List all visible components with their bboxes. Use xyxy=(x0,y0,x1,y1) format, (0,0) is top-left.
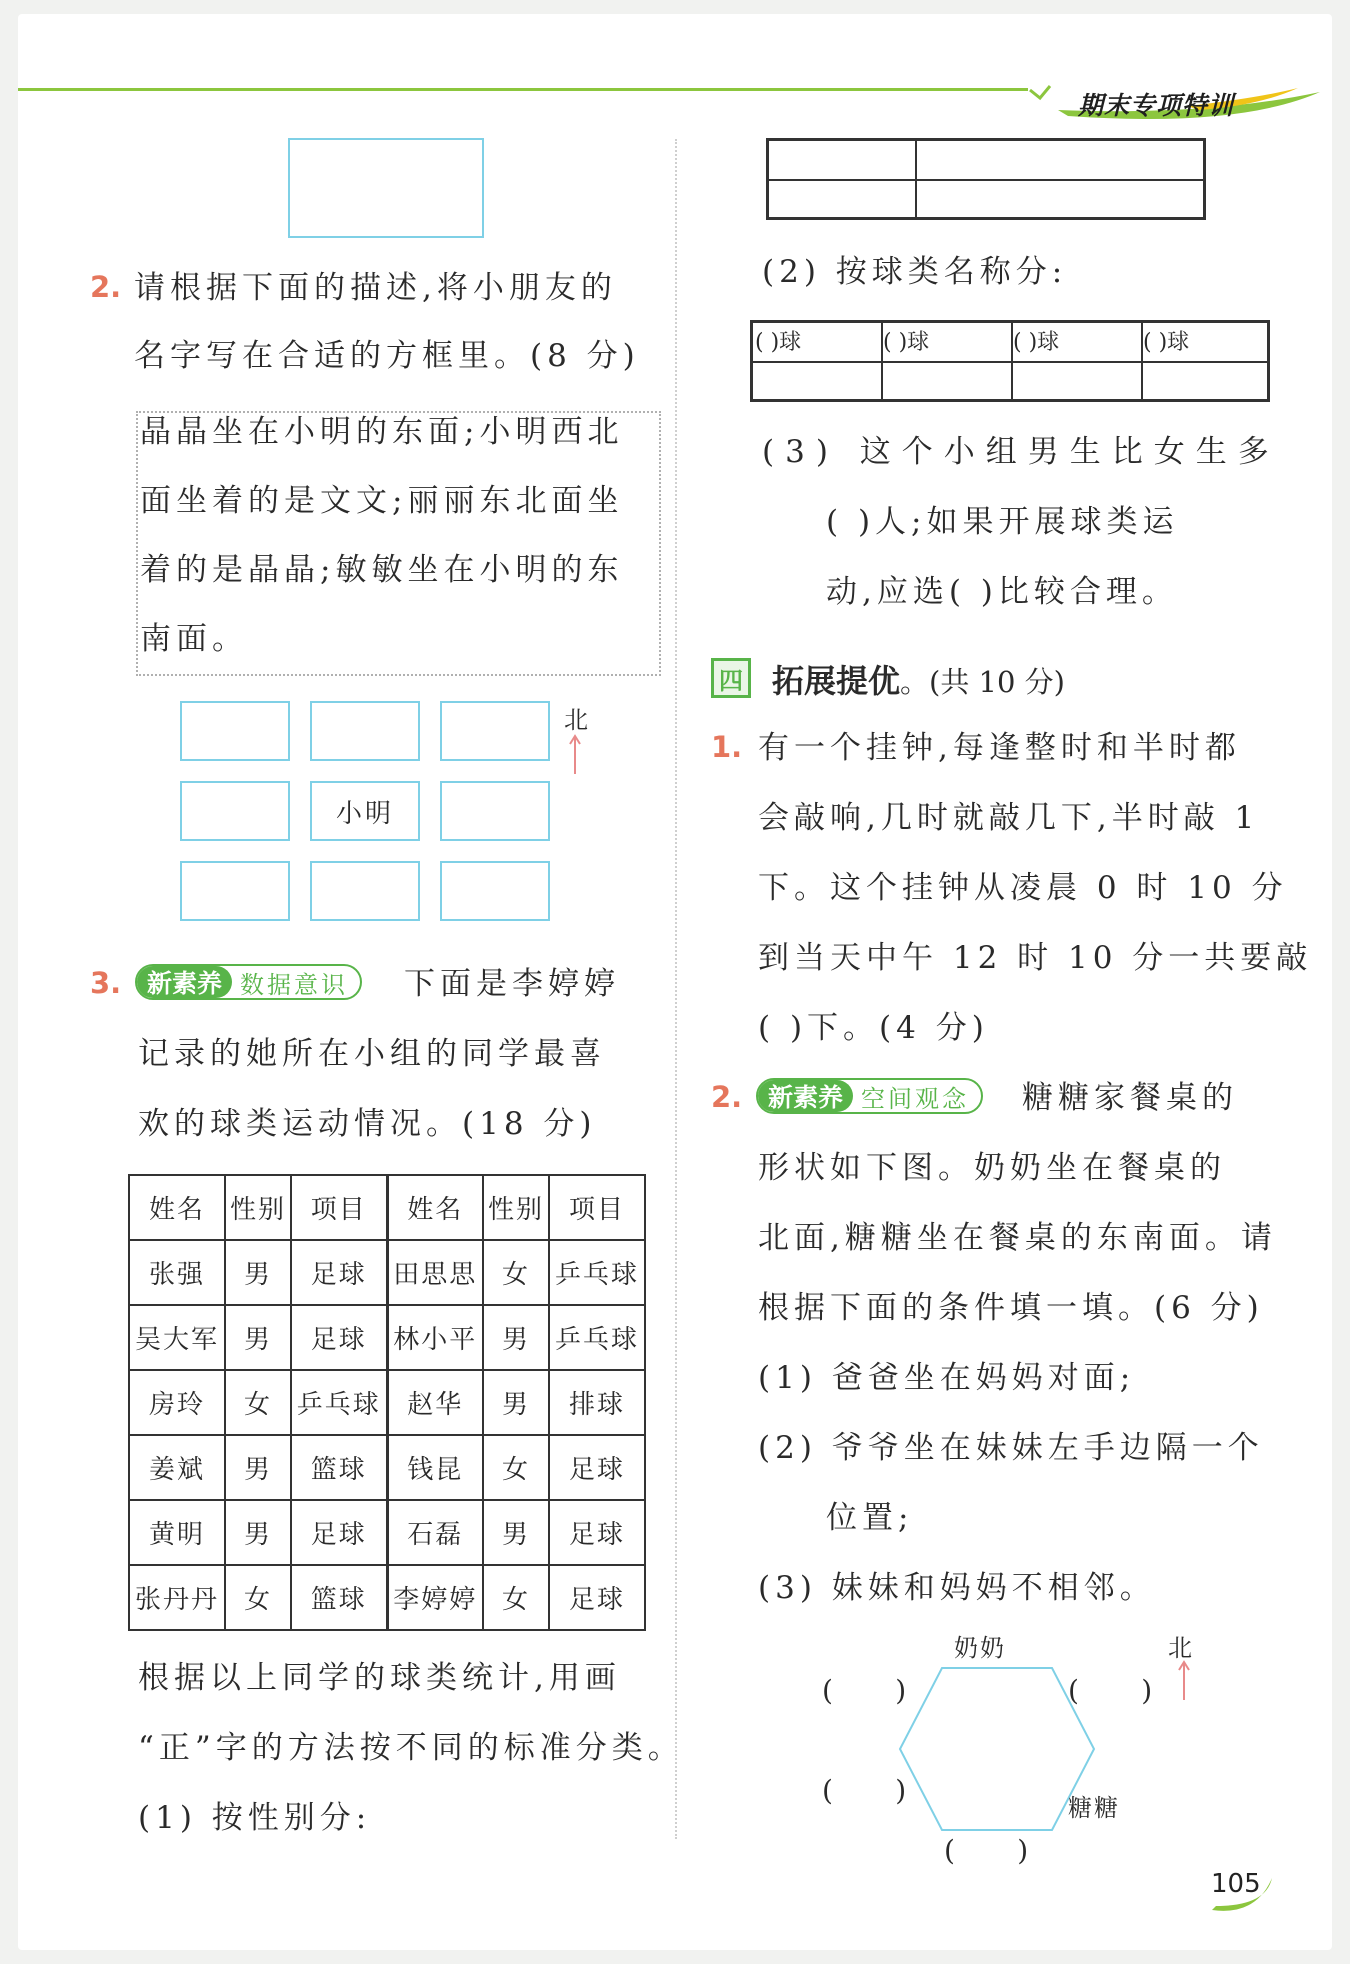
q3-after1: 根据以上同学的球类统计,用画 xyxy=(138,1660,621,1696)
table-cell: 男 xyxy=(225,1500,291,1565)
table-cell: 田思思 xyxy=(387,1240,483,1305)
table-cell: 张丹丹 xyxy=(129,1565,225,1630)
q3-line2: 记录的她所在小组的同学最喜 xyxy=(138,1036,606,1072)
seat-box-w[interactable] xyxy=(180,781,290,841)
page-number: 105 xyxy=(1211,1869,1261,1899)
q3-sub3-line3: 动,应选( )比较合理。 xyxy=(826,574,1178,610)
table-row xyxy=(129,1305,645,1370)
seat-box-center: 小明 xyxy=(310,781,420,841)
ball-type-cell: ( )球 xyxy=(755,330,802,355)
p2-cond: (2) 爷爷坐在妹妹左手边隔一个 xyxy=(758,1430,1264,1466)
table-cell: 足球 xyxy=(291,1305,387,1370)
table-cell: 石磊 xyxy=(387,1500,483,1565)
table-cell: 女 xyxy=(225,1565,291,1630)
seat-blank-s[interactable]: ( ) xyxy=(944,1834,1029,1867)
seat-box-nw[interactable] xyxy=(180,701,290,761)
table-cell: 女 xyxy=(483,1435,549,1500)
worksheet-page xyxy=(18,14,1332,1950)
table-header-cell: 项目 xyxy=(291,1175,387,1240)
seat-box-se[interactable] xyxy=(440,861,550,921)
seat-box-sw[interactable] xyxy=(180,861,290,921)
grandma-label: 奶奶 xyxy=(954,1634,1006,1662)
seat-blank-ne[interactable]: ( ) xyxy=(1068,1674,1153,1707)
q2-line1: 请根据下面的描述,将小朋友的 xyxy=(134,270,617,306)
q2-desc-line: 着的是晶晶;敏敏坐在小明的东 xyxy=(140,552,624,588)
badge-topic: 数据意识 xyxy=(240,970,349,999)
q3-after2: “正”字的方法按不同的标准分类。 xyxy=(138,1730,684,1766)
badge-new-literacy: 新素养 xyxy=(758,1080,853,1112)
ball-type-cell: ( )球 xyxy=(1013,330,1060,355)
p2-cond: (1) 爸爸坐在妈妈对面; xyxy=(758,1360,1136,1396)
table-cell: 篮球 xyxy=(291,1565,387,1630)
ball-type-cell: ( )球 xyxy=(1143,330,1190,355)
p1-line: 到当天中午 12 时 10 分一共要敲 xyxy=(758,940,1313,976)
table-cell: 足球 xyxy=(549,1500,645,1565)
table-cell: 房玲 xyxy=(129,1370,225,1435)
table-cell: 篮球 xyxy=(291,1435,387,1500)
q3-badge xyxy=(135,964,362,1000)
section-four-icon: 四 xyxy=(711,658,751,698)
p2-line: 形状如下图。奶奶坐在餐桌的 xyxy=(758,1150,1226,1186)
table-cell: 足球 xyxy=(549,1565,645,1630)
q2-number: 2. xyxy=(90,270,122,304)
ball-sport-table xyxy=(128,1174,646,1631)
table-row xyxy=(129,1565,645,1630)
table-cell: 女 xyxy=(483,1565,549,1630)
table-cell: 女 xyxy=(225,1370,291,1435)
p2-line1: 糖糖家餐桌的 xyxy=(1022,1080,1238,1116)
table-header-row xyxy=(129,1175,645,1240)
tangtang-label: 糖糖 xyxy=(1068,1794,1120,1822)
table-cell: 黄明 xyxy=(129,1500,225,1565)
ball-tally-table[interactable] xyxy=(750,320,1270,402)
p1-line: 有一个挂钟,每逢整时和半时都 xyxy=(758,730,1241,766)
table-header-cell: 姓名 xyxy=(387,1175,483,1240)
seat-box-ne[interactable] xyxy=(440,701,550,761)
table-cell: 钱昆 xyxy=(387,1435,483,1500)
north-arrow-icon xyxy=(568,734,582,776)
seat-blank-sw[interactable]: ( ) xyxy=(822,1774,907,1807)
table-cell: 姜斌 xyxy=(129,1435,225,1500)
north-arrow-icon xyxy=(1177,1660,1191,1702)
table-cell: 男 xyxy=(483,1370,549,1435)
table-cell: 男 xyxy=(225,1435,291,1500)
table-header-cell: 姓名 xyxy=(129,1175,225,1240)
table-cell: 排球 xyxy=(549,1370,645,1435)
q3-line3: 欢的球类运动情况。(18 分) xyxy=(138,1106,597,1142)
table-cell: 足球 xyxy=(291,1500,387,1565)
header-title: 期末专项特训 xyxy=(1078,91,1235,120)
p2-line: 北面,糖糖坐在餐桌的东南面。请 xyxy=(758,1220,1277,1256)
q2-desc-line: 晶晶坐在小明的东面;小明西北 xyxy=(140,414,624,450)
q3-line1: 下面是李婷婷 xyxy=(404,966,620,1002)
q3-sub3-line2: ( )人;如果开展球类运 xyxy=(826,504,1179,540)
table-cell: 乒乓球 xyxy=(291,1370,387,1435)
north-label: 北 xyxy=(564,706,588,734)
table-cell: 乒乓球 xyxy=(549,1305,645,1370)
p1-line: ( )下。(4 分) xyxy=(758,1010,989,1046)
table-cell: 女 xyxy=(483,1240,549,1305)
p1-line: 会敲响,几时就敲几下,半时敲 1 xyxy=(758,800,1260,836)
table-cell: 男 xyxy=(483,1500,549,1565)
p2-cond: (3) 妹妹和妈妈不相邻。 xyxy=(758,1570,1156,1606)
p2-number: 2. xyxy=(711,1080,743,1114)
q2-desc-line: 南面。 xyxy=(140,621,248,657)
q3-sub1: (1) 按性别分: xyxy=(138,1800,372,1836)
table-cell: 男 xyxy=(483,1305,549,1370)
table-cell: 乒乓球 xyxy=(549,1240,645,1305)
column-divider xyxy=(675,139,677,1839)
p2-badge xyxy=(756,1078,983,1114)
p2-cond: 位置; xyxy=(826,1500,914,1536)
table-cell: 吴大军 xyxy=(129,1305,225,1370)
table-cell: 林小平 xyxy=(387,1305,483,1370)
section-title-text: 拓展提优 xyxy=(772,662,901,700)
q2-line2: 名字写在合适的方框里。(8 分) xyxy=(134,338,640,374)
table-header-cell: 性别 xyxy=(483,1175,549,1240)
table-row xyxy=(129,1240,645,1305)
seat-box-e[interactable] xyxy=(440,781,550,841)
seat-box-n[interactable] xyxy=(310,701,420,761)
table-cell: 足球 xyxy=(549,1435,645,1500)
table-cell: 张强 xyxy=(129,1240,225,1305)
table-row xyxy=(129,1370,645,1435)
table-header-cell: 性别 xyxy=(225,1175,291,1240)
p1-line: 下。这个挂钟从凌晨 0 时 10 分 xyxy=(758,870,1288,906)
badge-topic: 空间观念 xyxy=(861,1084,970,1113)
ball-type-cell: ( )球 xyxy=(883,330,930,355)
section-four-title xyxy=(772,656,1065,702)
north-label: 北 xyxy=(1168,1634,1192,1662)
badge-new-literacy: 新素养 xyxy=(137,966,232,998)
answer-box[interactable] xyxy=(288,138,484,238)
header-rule xyxy=(18,88,1028,91)
gender-tally-table[interactable] xyxy=(766,138,1206,220)
table-cell: 男 xyxy=(225,1305,291,1370)
table-cell: 男 xyxy=(225,1240,291,1305)
table-row xyxy=(129,1500,645,1565)
q2-desc-line: 面坐着的是文文;丽丽东北面坐 xyxy=(140,483,624,519)
section-score: 。(共 10 分) xyxy=(900,665,1065,699)
q3-number: 3. xyxy=(90,966,122,1000)
seat-blank-nw[interactable]: ( ) xyxy=(822,1674,907,1707)
q3-sub2: (2) 按球类名称分: xyxy=(762,254,1068,290)
p2-line: 根据下面的条件填一填。(6 分) xyxy=(758,1290,1264,1326)
table-cell: 赵华 xyxy=(387,1370,483,1435)
table-cell: 李婷婷 xyxy=(387,1565,483,1630)
seat-box-s[interactable] xyxy=(310,861,420,921)
table-header-cell: 项目 xyxy=(549,1175,645,1240)
p1-number: 1. xyxy=(711,730,743,764)
table-row xyxy=(129,1435,645,1500)
table-cell: 足球 xyxy=(291,1240,387,1305)
q3-sub3-line1: (3) 这个小组男生比女生多 xyxy=(762,434,1280,470)
